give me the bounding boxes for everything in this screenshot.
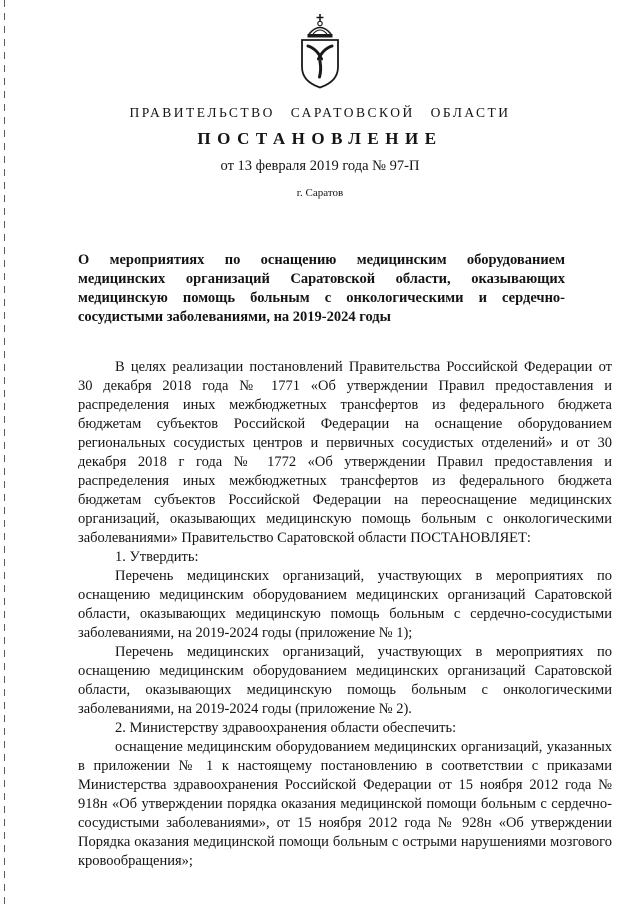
paragraph-equipping: оснащение медицинским оборудованием медицинских организаций, указанных в приложении № 1 к настоящему постановлению в соответствии с приказами Министерства здравоохранения Российской Федерации от 15 ноября 2012 года № 918н «Об утверждении порядка оказания медицинской помощи больным с сердечно-сосудистыми заболеваниями», от 15 ноября 2012 года № 928н «Об утверждении Порядка оказания медицинской помощи больным с острыми нарушениями мозгового кровообращения»; <box>78 739 612 869</box>
document-header <box>0 0 640 199</box>
paragraph-preamble: В целях реализации постановлений Правительства Российской Федерации от 30 декабря 2018 года № 1771 «Об утверждении Правил предоставления и распределения иных межбюджетных трансфертов из федерального бюджета бюджетам субъектов Российской Федерации на оснащение оборудованием региональных сосудистых центров и первичных сосудистых отделений» и от 30 декабря 2018 г года № 1772 «Об утверждении Правил предоставления и распределения иных межбюджетных трансфертов из федерального бюджета бюджетам субъектов Российской Федерации на переоснащение медицинских организаций, оказывающих медицинскую помощь больным с онкологическими заболеваниями» Правительство Саратовской области ПОСТАНОВЛЯЕТ: <box>78 359 612 546</box>
document-body <box>78 358 612 871</box>
perforation-dashed-edge <box>4 0 5 905</box>
org-name: ПРАВИТЕЛЬСТВО САРАТОВСКОЙ ОБЛАСТИ <box>129 105 511 120</box>
doc-type-heading: ПОСТАНОВЛЕНИЕ <box>197 129 443 148</box>
paragraph-list-annex-1: Перечень медицинских организаций, участвующих в мероприятиях по оснащению медицинским оборудованием медицинских организаций Саратовской области, оказывающих медицинскую помощь больным с сердечно-сосудистыми заболеваниями, на 2019-2024 годы (приложение № 1); <box>78 568 612 641</box>
paragraph-item-2: 2. Министерству здравоохранения области обеспечить: <box>115 720 457 736</box>
paragraph-list-annex-2: Перечень медицинских организаций, участвующих в мероприятиях по оснащению медицинским оборудованием медицинских организаций Саратовской области, оказывающих медицинскую помощь больным с онкологическими заболеваниями, на 2019-2024 годы (приложение № 2). <box>78 644 612 717</box>
doc-date-number: от 13 февраля 2019 года № 97-П <box>220 158 420 174</box>
document-title: О мероприятиях по оснащению медицинским оборудованием медицинских организаций Саратовской области, оказывающих медицинскую помощь больным с онкологическими и сердечно-сосудистыми заболеваниями, на 2019-2024 годы <box>78 252 565 325</box>
place-line: г. Саратов <box>296 187 344 199</box>
paragraph-item-1: 1. Утвердить: <box>115 549 199 565</box>
coat-of-arms-icon <box>296 13 344 89</box>
